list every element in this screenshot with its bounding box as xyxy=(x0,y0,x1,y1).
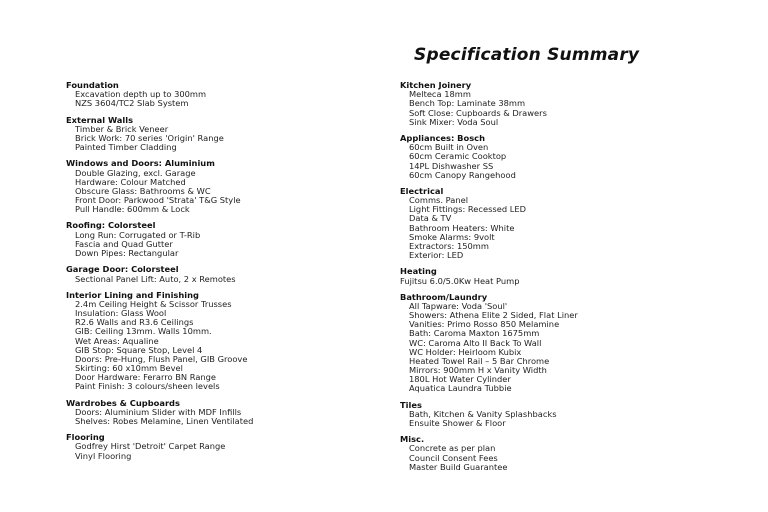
spec-item: Soft Close: Cupboards & Drawers xyxy=(409,107,547,118)
section-heading: Misc. xyxy=(400,434,425,445)
spec-item: Concrete as per plan xyxy=(409,443,496,454)
spec-item: Comms. Panel xyxy=(409,195,469,206)
spec-section-misc xyxy=(400,435,730,472)
spec-section-electrical xyxy=(400,187,730,260)
right-column xyxy=(400,81,730,479)
spec-item: Sink Mixer: Voda Soul xyxy=(409,116,499,127)
spec-section-garage-door-colorsteel xyxy=(66,265,386,283)
section-heading: Windows and Doors: Aluminium xyxy=(66,158,215,169)
spec-item: Fujitsu 6.0/5.0Kw Heat Pump xyxy=(400,275,520,286)
spec-item: 60cm Ceramic Cooktop xyxy=(409,151,507,162)
spec-item: Double Glazing, excl. Garage xyxy=(75,167,196,178)
spec-section-external-walls xyxy=(66,116,386,153)
spec-item: Front Door: Parkwood 'Strata' T&G Style xyxy=(75,195,241,206)
section-heading: Heating xyxy=(400,266,437,277)
spec-item: Door Hardware: Ferarro BN Range xyxy=(75,372,217,383)
spec-item: Master Build Guarantee xyxy=(409,461,508,472)
spec-item: GIB: Ceiling 13mm. Walls 10mm. xyxy=(75,326,212,337)
spec-section-roofing-colorsteel xyxy=(66,221,386,258)
spec-item: Excavation depth up to 300mm xyxy=(75,89,207,100)
section-heading: Appliances: Bosch xyxy=(400,132,485,143)
section-heading: Electrical xyxy=(400,185,444,196)
spec-item: Paint Finish: 3 colours/sheen levels xyxy=(75,381,220,392)
spec-item: Skirting: 60 x10mm Bevel xyxy=(75,363,183,374)
spec-item: Long Run: Corrugated or T-Rib xyxy=(75,229,201,240)
spec-item: Obscure Glass: Bathrooms & WC xyxy=(75,185,211,196)
spec-item: Godfrey Hirst 'Detroit' Carpet Range xyxy=(75,441,226,452)
spec-item: Insulation: Glass Wool xyxy=(75,308,167,319)
spec-item: Wet Areas: Aqualine xyxy=(75,335,159,346)
section-heading: Flooring xyxy=(66,432,105,443)
spec-section-interior-lining-and-finishing xyxy=(66,291,386,392)
spec-item: Doors: Pre-Hung, Flush Panel, GIB Groove xyxy=(75,353,248,364)
spec-item: Smoke Alarms: 9volt xyxy=(409,231,495,242)
spec-item: Timber & Brick Veneer xyxy=(75,123,169,134)
spec-item: WC Holder: Heirloom Kubix xyxy=(409,346,522,357)
section-heading: Bathroom/Laundry xyxy=(400,291,488,302)
section-heading: External Walls xyxy=(66,114,134,125)
spec-item: Bath: Caroma Maxton 1675mm xyxy=(409,328,540,339)
section-heading: Wardrobes & Cupboards xyxy=(66,397,180,408)
left-column xyxy=(66,81,386,468)
spec-item: Aquatica Laundra Tubbie xyxy=(409,383,512,394)
spec-section-flooring xyxy=(66,433,386,461)
spec-section-windows-and-doors-aluminium xyxy=(66,159,386,214)
spec-item: Fascia and Quad Gutter xyxy=(75,238,173,249)
spec-item: Brick Work: 70 series 'Origin' Range xyxy=(75,133,224,144)
spec-item: 180L Hot Water Cylinder xyxy=(409,374,511,385)
spec-section-wardrobes-cupboards xyxy=(66,399,386,427)
spec-item: Mirrors: 900mm H x Vanity Width xyxy=(409,365,547,376)
spec-item: Data & TV xyxy=(409,213,452,224)
section-heading: Kitchen Joinery xyxy=(400,80,472,90)
spec-section-appliances-bosch xyxy=(400,134,730,180)
spec-item: NZS 3604/TC2 Slab System xyxy=(75,98,189,109)
spec-item: Painted Timber Cladding xyxy=(75,142,177,153)
section-heading: Foundation xyxy=(66,80,119,90)
section-heading: Roofing: Colorsteel xyxy=(66,220,156,231)
spec-item: Bench Top: Laminate 38mm xyxy=(409,98,526,109)
spec-item: Bath, Kitchen & Vanity Splashbacks xyxy=(409,408,557,419)
section-heading: Tiles xyxy=(400,399,422,410)
spec-item: Melteca 18mm xyxy=(409,89,471,100)
spec-item: 60cm Canopy Rangehood xyxy=(409,169,516,180)
spec-section-tiles xyxy=(400,401,730,429)
spec-section-kitchen-joinery xyxy=(400,81,730,127)
spec-item: Hardware: Colour Matched xyxy=(75,176,186,187)
spec-item: 14PL Dishwasher SS xyxy=(409,160,494,171)
spec-item: Bathroom Heaters: White xyxy=(409,222,515,233)
spec-item: Shelves: Robes Melamine, Linen Ventilated xyxy=(75,415,254,426)
spec-item: Council Consent Fees xyxy=(409,452,498,463)
spec-item: GIB Stop: Square Stop, Level 4 xyxy=(75,344,203,355)
spec-item: Vinyl Flooring xyxy=(75,450,132,461)
spec-item: Exterior: LED xyxy=(409,250,464,261)
spec-item: Doors: Aluminium Slider with MDF Infills xyxy=(75,406,242,417)
spec-item: 2.4m Ceiling Height & Scissor Trusses xyxy=(75,298,232,309)
page-title: Specification Summary xyxy=(414,45,640,65)
spec-item: Extractors: 150mm xyxy=(409,240,489,251)
spec-item: Light Fittings: Recessed LED xyxy=(409,204,526,215)
section-heading: Interior Lining and Finishing xyxy=(66,289,199,300)
spec-item: R2.6 Walls and R3.6 Ceilings xyxy=(75,317,194,328)
spec-item: All Tapware: Voda 'Soul' xyxy=(409,300,508,311)
spec-item: Heated Towel Rail – 5 Bar Chrome xyxy=(409,355,550,366)
spec-item: Vanities: Primo Rosso 850 Melamine xyxy=(409,319,560,330)
section-heading: Garage Door: Colorsteel xyxy=(66,264,179,275)
spec-item: Down Pipes: Rectangular xyxy=(75,248,179,259)
spec-item: 60cm Built in Oven xyxy=(409,142,489,153)
spec-section-foundation xyxy=(66,81,386,109)
spec-item: WC: Caroma Alto II Back To Wall xyxy=(409,337,542,348)
spec-item: Sectional Panel Lift: Auto, 2 x Remotes xyxy=(75,273,236,284)
spec-item: Showers: Athena Elite 2 Sided, Flat Liner xyxy=(409,310,578,321)
spec-section-heating xyxy=(400,267,730,285)
spec-item: Pull Handle: 600mm & Lock xyxy=(75,204,190,215)
spec-item: Ensuite Shower & Floor xyxy=(409,418,506,428)
spec-section-bathroom-laundry xyxy=(400,293,730,394)
